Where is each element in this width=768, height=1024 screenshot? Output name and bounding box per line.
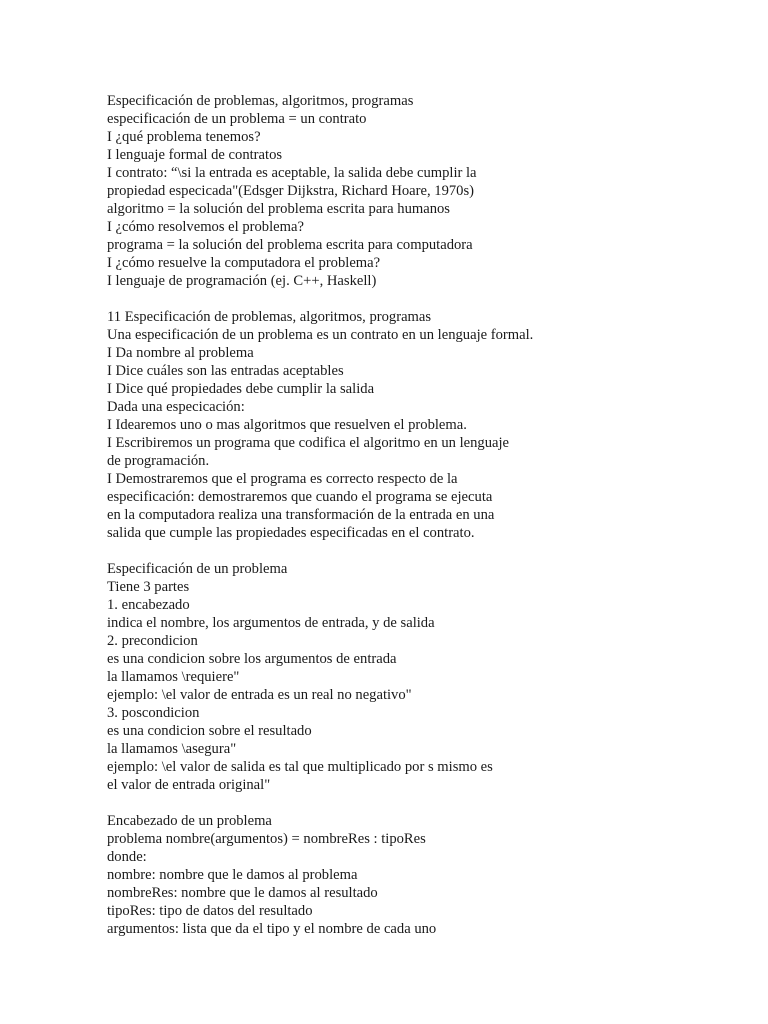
text-line: propiedad especicada"(Edsger Dijkstra, Richard Hoare, 1970s): [107, 183, 475, 199]
section-heading: Encabezado de un problema: [107, 813, 272, 829]
text-line: I contrato: “\si la entrada es aceptable, la salida debe cumplir la: [107, 165, 477, 181]
text-line: la llamamos \requiere": [107, 669, 240, 685]
text-line: salida que cumple las propiedades especificadas en el contrato.: [107, 525, 475, 541]
text-line: 3. poscondicion: [107, 705, 200, 721]
document-page: [107, 92, 757, 956]
text-line: en la computadora realiza una transformación de la entrada en una: [107, 507, 495, 523]
section-heading: Especificación de un problema: [107, 561, 288, 577]
text-line: es una condicion sobre el resultado: [107, 723, 312, 739]
section-heading: 11 Especificación de problemas, algoritmos, programas: [107, 309, 432, 325]
text-line: la llamamos \asegura": [107, 741, 237, 757]
text-line: de programación.: [107, 453, 210, 469]
text-line: indica el nombre, los argumentos de entrada, y de salida: [107, 615, 435, 631]
text-line: I Da nombre al problema: [107, 345, 254, 361]
text-line: tipoRes: tipo de datos del resultado: [107, 903, 313, 919]
text-line: Tiene 3 partes: [107, 579, 190, 595]
section-overview: [107, 92, 757, 290]
text-line: I Idearemos uno o mas algoritmos que resuelven el problema.: [107, 417, 467, 433]
text-line: especificación: demostraremos que cuando el programa se ejecuta: [107, 489, 493, 505]
text-line: 2. precondicion: [107, 633, 198, 649]
text-line: el valor de entrada original": [107, 777, 271, 793]
section-heading: Especificación de problemas, algoritmos, programas: [107, 93, 414, 109]
text-line: especificación de un problema = un contrato: [107, 111, 367, 127]
text-line: Dada una especicación:: [107, 399, 245, 415]
text-line: programa = la solución del problema escrita para computadora: [107, 237, 473, 253]
text-line: ejemplo: \el valor de entrada es un real no negativo": [107, 687, 412, 703]
text-line: I Dice cuáles son las entradas aceptables: [107, 363, 344, 379]
text-line: ejemplo: \el valor de salida es tal que multiplicado por s mismo es: [107, 759, 493, 775]
text-line: I Dice qué propiedades debe cumplir la salida: [107, 381, 375, 397]
text-line: I Escribiremos un programa que codifica el algoritmo en un lenguaje: [107, 435, 509, 451]
text-line: es una condicion sobre los argumentos de entrada: [107, 651, 397, 667]
text-line: argumentos: lista que da el tipo y el nombre de cada uno: [107, 921, 437, 937]
text-line: I ¿cómo resuelve la computadora el problema?: [107, 255, 381, 271]
section-problem-header: [107, 812, 757, 938]
text-line: I lenguaje formal de contratos: [107, 147, 283, 163]
text-line: I lenguaje de programación (ej. C++, Haskell): [107, 273, 377, 289]
text-line: problema nombre(argumentos) = nombreRes : tipoRes: [107, 831, 426, 847]
text-line: I ¿cómo resolvemos el problema?: [107, 219, 304, 235]
section-specification-intro: [107, 308, 757, 542]
text-line: Una especificación de un problema es un contrato en un lenguaje formal.: [107, 327, 534, 343]
text-line: I ¿qué problema tenemos?: [107, 129, 261, 145]
text-line: 1. encabezado: [107, 597, 190, 613]
section-problem-specification: [107, 560, 757, 794]
text-line: I Demostraremos que el programa es correcto respecto de la: [107, 471, 458, 487]
text-line: algoritmo = la solución del problema escrita para humanos: [107, 201, 450, 217]
text-line: nombreRes: nombre que le damos al resultado: [107, 885, 378, 901]
text-line: nombre: nombre que le damos al problema: [107, 867, 358, 883]
text-line: donde:: [107, 849, 147, 865]
